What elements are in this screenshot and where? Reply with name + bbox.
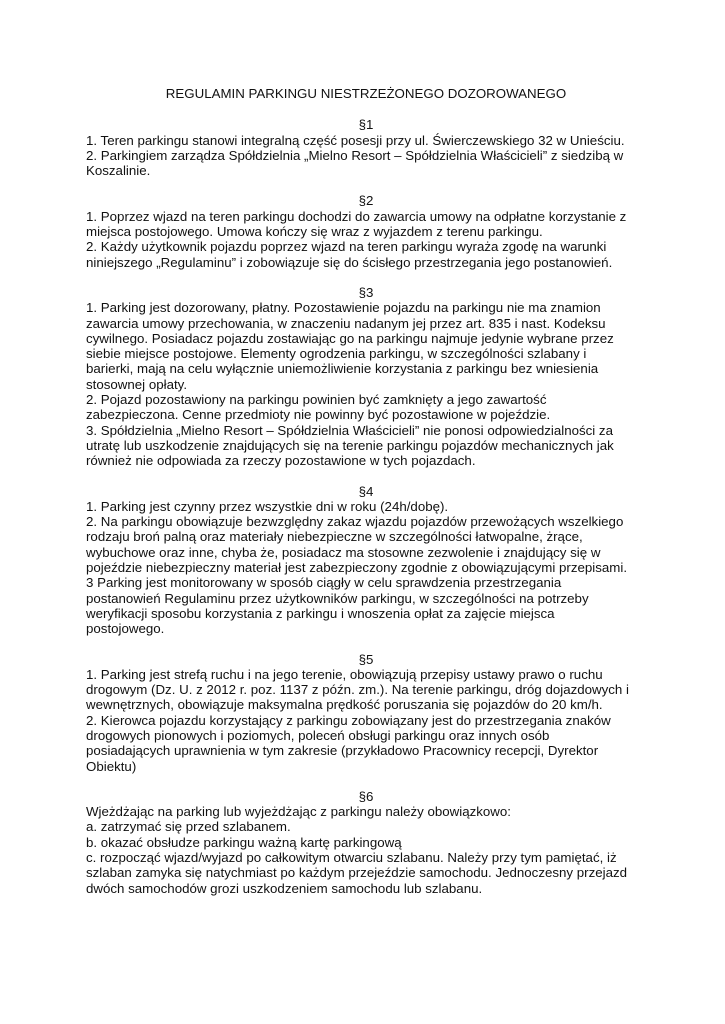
text-line: b. okazać obsłudze parkingu ważną kartę parkingową [86, 834, 402, 850]
section-heading: §1 [358, 117, 374, 133]
sections-container [86, 117, 646, 896]
text-line: rodzaju broń palną oraz materiały niebezpieczne w szczególności łatwopalne, żrące, [86, 529, 583, 545]
section-heading: §4 [358, 483, 374, 499]
section-6 [86, 789, 646, 896]
text-line: stosownej opłaty. [86, 376, 188, 392]
text-line: Koszalinie. [86, 163, 151, 179]
text-line: 1. Parking jest czynny przez wszystkie dni w roku (24h/dobę). [86, 498, 449, 514]
text-line: 2. Kierowca pojazdu korzystający z parkingu zobowiązany jest do przestrzegania znaków [86, 712, 611, 728]
text-line: Wjeżdżając na parking lub wyjeżdżając z parkingu należy obowiązkowo: [86, 804, 511, 820]
text-line: 1. Poprzez wjazd na teren parkingu dochodzi do zawarcia umowy na odpłatne korzystanie z [86, 208, 627, 224]
text-line: drogowych pionowych i poziomych, poleceń obsługi parkingu oraz innych osób [86, 727, 550, 743]
text-line: cywilnego. Posiadacz pojazdu zostawiając go na parkingu najmuje jedynie wybrane przez [86, 330, 614, 346]
text-line: postanowień Regulaminu przez użytkowników parkingu, w szczególności na potrzeby [86, 590, 589, 606]
text-line: a. zatrzymać się przed szlabanem. [86, 819, 291, 835]
text-line: 2. Każdy użytkownik pojazdu poprzez wjazd na teren parkingu wyraża zgodę na warunki [86, 239, 607, 255]
text-line: barierki, mają na celu wyłącznie uniemożliwienie korzystania z parkingu bez wniesienia [86, 361, 599, 377]
text-line: 1. Parking jest strefą ruchu i na jego terenie, obowiązują przepisy ustawy prawo o ruchu [86, 666, 603, 682]
text-line: 3 Parking jest monitorowany w sposób ciągły w celu sprawdzenia przestrzegania [86, 575, 562, 591]
text-line: 1. Parking jest dozorowany, płatny. Pozostawienie pojazdu na parkingu nie ma znamion [86, 300, 601, 316]
text-line: weryfikacji sposobu korzystania z parkingu i wnoszenia opłat za zajęcie miejsca [86, 605, 555, 621]
text-line: 3. Spółdzielnia „Mielno Resort – Spółdzielnia Właścicieli” nie ponosi odpowiedzialności za [86, 422, 613, 438]
text-line: pojeździe niebezpieczny materiał jest zabezpieczony zgodnie z obowiązującymi przepisami. [86, 560, 628, 576]
text-line: niniejszego „Regulaminu” i zobowiązuje się do ścisłego przestrzegania jego postanowień. [86, 254, 613, 270]
text-line: siebie miejsce postojowe. Elementy ogrodzenia parkingu, w szczególności szlabany i [86, 346, 587, 362]
document-title: REGULAMIN PARKINGU NIESTRZEŻONEGO DOZOROWANEGO [165, 86, 567, 101]
text-line: zabezpieczona. Cenne przedmioty nie powinny być pozostawione w pojeździe. [86, 407, 551, 423]
section-3 [86, 285, 646, 469]
text-line: 2. Parkingiem zarządza Spółdzielnia „Mielno Resort – Spółdzielnia Właścicieli” z siedzibą w [86, 147, 624, 163]
section-heading: §2 [358, 193, 374, 209]
text-line: 2. Pojazd pozostawiony na parkingu powinien być zamknięty a jego zawartość [86, 392, 547, 408]
section-2 [86, 193, 646, 269]
text-line: posiadających uprawnienia w tym zakresie (przykładowo Pracownicy recepcji, Dyrektor [86, 743, 599, 759]
text-line: utratę lub uszkodzenie znajdujących się na terenie parkingu pojazdów mechanicznych jak [86, 437, 614, 453]
section-4 [86, 484, 646, 637]
text-line: Obiektu) [86, 758, 137, 774]
text-line: również nie odpowiada za rzeczy pozostawione w tych pojazdach. [86, 453, 476, 469]
section-heading: §3 [358, 284, 374, 300]
text-line: wewnętrznych, obowiązuje maksymalna prędkość poruszania się pojazdów do 20 km/h. [86, 697, 603, 713]
section-heading: §6 [358, 788, 374, 804]
section-5 [86, 652, 646, 774]
section-1 [86, 117, 646, 178]
text-line: wybuchowe oraz inne, chyba że, posiadacz ma stosowne zezwolenie i znajdujący się w [86, 544, 601, 560]
text-line: 2. Na parkingu obowiązuje bezwzględny zakaz wjazdu pojazdów przewożących wszelkiego [86, 514, 624, 530]
text-line: szlaban zamyka się natychmiast po każdym przejeździe samochodu. Jednoczesny przejazd [86, 865, 628, 881]
text-line: 1. Teren parkingu stanowi integralną część posesji przy ul. Świerczewskiego 32 w Unieściu. [86, 132, 625, 148]
text-line: zawarcia umowy przechowania, w znaczeniu nadanym jej przez art. 835 i nast. Kodeksu [86, 315, 606, 331]
text-line: drogowym (Dz. U. z 2012 r. poz. 1137 z późn. zm.). Na terenie parkingu, dróg dojazdowych i [86, 682, 629, 698]
section-heading: §5 [358, 651, 374, 667]
document-page [86, 0, 646, 911]
text-line: postojowego. [86, 621, 165, 637]
text-line: dwóch samochodów grozi uszkodzeniem samochodu lub szlabanu. [86, 880, 483, 896]
text-line: c. rozpocząć wjazd/wyjazd po całkowitym otwarciu szlabanu. Należy przy tym pamiętać, iż [86, 850, 617, 866]
text-line: miejsca postojowego. Umowa kończy się wraz z wyjazdem z terenu parkingu. [86, 224, 543, 240]
